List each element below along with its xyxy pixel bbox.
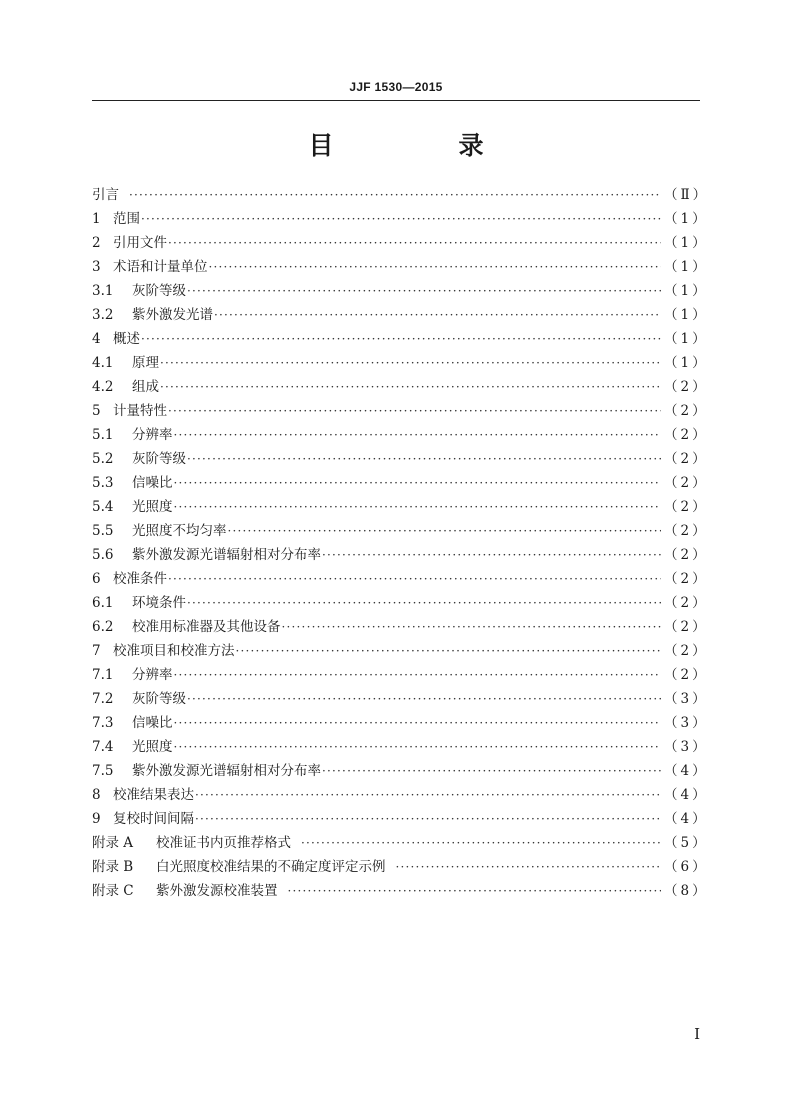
- toc-entry-page: （2）: [664, 571, 709, 587]
- toc-entry-number: 5.4: [92, 499, 114, 515]
- toc-dot-leader: [322, 543, 661, 567]
- toc-dot-leader: [301, 831, 661, 855]
- page-header: [92, 78, 700, 101]
- toc-entry-number: 7.5: [92, 763, 114, 779]
- toc-dot-leader: [187, 687, 661, 711]
- toc-entry-title: 概述: [113, 331, 140, 347]
- toc-entry-16[interactable]: [92, 543, 709, 567]
- toc-entry-page: （2）: [664, 403, 709, 419]
- toc-entry-25[interactable]: [92, 759, 709, 783]
- toc-entry-12[interactable]: [92, 447, 709, 471]
- toc-entry-number: 4.2: [92, 379, 114, 395]
- toc-dot-leader: [174, 735, 662, 759]
- toc-entry-number: 附录 B: [92, 859, 134, 875]
- toc-entry-number: 3: [92, 259, 101, 275]
- toc-entry-title: 校准项目和校准方法: [113, 643, 235, 659]
- toc-entry-title: 灰阶等级: [132, 283, 186, 299]
- toc-entry-number: 5.5: [92, 523, 114, 539]
- toc-entry-6[interactable]: [92, 303, 709, 327]
- toc-dot-leader: [195, 807, 661, 831]
- toc-entry-title: 校准条件: [113, 571, 167, 587]
- toc-entry-page: （3）: [664, 715, 709, 731]
- toc-entry-number: 2: [92, 235, 101, 251]
- toc-dot-leader: [141, 327, 661, 351]
- toc-entry-title: 紫外激发源光谱辐射相对分布率: [132, 547, 321, 563]
- toc-entry-4[interactable]: [92, 255, 709, 279]
- toc-entry-page: （2）: [664, 547, 709, 563]
- toc-entry-number: 6.1: [92, 595, 114, 611]
- toc-entry-title: 分辨率: [132, 427, 173, 443]
- toc-dot-leader: [288, 879, 662, 903]
- toc-entry-page: （2）: [664, 475, 709, 491]
- toc-entry-title: 光照度不均匀率: [132, 523, 227, 539]
- toc-entry-page: （2）: [664, 643, 709, 659]
- toc-entry-30[interactable]: [92, 879, 709, 903]
- toc-entry-page: （3）: [664, 739, 709, 755]
- toc-entry-22[interactable]: [92, 687, 709, 711]
- toc-entry-number: 5.2: [92, 451, 114, 467]
- page-title: 目 录: [308, 131, 534, 160]
- toc-entry-1[interactable]: [92, 183, 710, 207]
- toc-entry-page: （1）: [664, 307, 709, 323]
- toc-entry-page: （2）: [664, 595, 709, 611]
- toc-entry-18[interactable]: [92, 591, 709, 615]
- toc-dot-leader: [396, 855, 662, 879]
- toc-dot-leader: [174, 495, 662, 519]
- toc-entry-page: （4）: [664, 763, 709, 779]
- toc-entry-26[interactable]: [92, 783, 709, 807]
- toc-entry-page: （8）: [664, 883, 709, 899]
- toc-entry-page: （4）: [664, 787, 709, 803]
- toc-dot-leader: [236, 639, 662, 663]
- toc-dot-leader: [168, 231, 661, 255]
- toc-dot-leader: [209, 255, 662, 279]
- toc-dot-leader: [187, 591, 661, 615]
- toc-entry-number: 8: [92, 787, 101, 803]
- toc-entry-number: 9: [92, 811, 101, 827]
- toc-entry-number: 3.2: [92, 307, 114, 323]
- toc-entry-page: （4）: [664, 811, 709, 827]
- toc-entry-number: 4.1: [92, 355, 114, 371]
- toc-entry-page: （2）: [664, 523, 709, 539]
- toc-entry-number: 7.4: [92, 739, 114, 755]
- toc-entry-title: 校准用标准器及其他设备: [132, 619, 281, 635]
- toc-entry-13[interactable]: [92, 471, 709, 495]
- toc-entry-title: 环境条件: [132, 595, 186, 611]
- toc-entry-27[interactable]: [92, 807, 709, 831]
- toc-entry-title: 校准结果表达: [113, 787, 194, 803]
- toc-entry-number: 1: [92, 211, 101, 227]
- toc-entry-7[interactable]: [92, 327, 709, 351]
- toc-entry-title: 光照度: [132, 739, 173, 755]
- toc-entry-page: （1）: [664, 259, 709, 275]
- toc-entry-number: 7: [92, 643, 101, 659]
- page-number: I: [694, 1025, 700, 1043]
- toc-entry-19[interactable]: [92, 615, 709, 639]
- toc-entry-page: （6）: [664, 859, 709, 875]
- toc-entry-number: 3.1: [92, 283, 114, 299]
- toc-entry-page: （3）: [664, 691, 709, 707]
- toc-entry-24[interactable]: [92, 735, 709, 759]
- toc-entry-number: 4: [92, 331, 101, 347]
- toc-entry-title: 原理: [132, 355, 159, 371]
- toc-dot-leader: [129, 183, 661, 207]
- toc-entry-page: （2）: [664, 451, 709, 467]
- toc-entry-title: 引言: [92, 187, 119, 203]
- toc-entry-title: 白光照度校准结果的不确定度评定示例: [156, 859, 386, 875]
- toc-entry-page: （1）: [664, 283, 709, 299]
- toc-entry-23[interactable]: [92, 711, 709, 735]
- toc-entry-title: 紫外激发源光谱辐射相对分布率: [132, 763, 321, 779]
- toc-entry-number: 附录 A: [92, 835, 134, 851]
- toc-dot-leader: [160, 375, 661, 399]
- toc-entry-page: （1）: [664, 331, 709, 347]
- toc-entry-title: 计量特性: [113, 403, 167, 419]
- toc-entry-29[interactable]: [92, 855, 709, 879]
- toc-dot-leader: [322, 759, 661, 783]
- toc-entry-21[interactable]: [92, 663, 709, 687]
- toc-entry-2[interactable]: [92, 207, 709, 231]
- toc-entry-number: 6: [92, 571, 101, 587]
- toc-dot-leader: [168, 399, 661, 423]
- toc-entry-page: （2）: [664, 499, 709, 515]
- toc-entry-title: 灰阶等级: [132, 691, 186, 707]
- toc-dot-leader: [195, 783, 661, 807]
- toc-dot-leader: [174, 471, 662, 495]
- toc-entry-17[interactable]: [92, 567, 709, 591]
- toc-dot-leader: [214, 303, 661, 327]
- toc-dot-leader: [174, 711, 662, 735]
- toc-dot-leader: [168, 567, 661, 591]
- table-of-contents: [92, 183, 710, 903]
- toc-entry-page: （2）: [664, 427, 709, 443]
- toc-entry-title: 信噪比: [132, 475, 173, 491]
- toc-dot-leader: [141, 207, 661, 231]
- toc-entry-title: 信噪比: [132, 715, 173, 731]
- toc-entry-page: （5）: [664, 835, 709, 851]
- toc-entry-page: （1）: [664, 211, 709, 227]
- toc-dot-leader: [187, 279, 661, 303]
- toc-entry-title: 引用文件: [113, 235, 167, 251]
- toc-entry-3[interactable]: [92, 231, 709, 255]
- toc-dot-leader: [174, 663, 662, 687]
- toc-entry-title: 紫外激发光谱: [132, 307, 213, 323]
- toc-entry-title: 范围: [113, 211, 140, 227]
- toc-entry-title: 组成: [132, 379, 159, 395]
- standard-code: JJF 1530—2015: [349, 80, 443, 94]
- toc-entry-page: （1）: [664, 235, 709, 251]
- toc-dot-leader: [174, 423, 662, 447]
- toc-entry-title: 分辨率: [132, 667, 173, 683]
- toc-entry-28[interactable]: [92, 831, 709, 855]
- toc-entry-title: 校准证书内页推荐格式: [156, 835, 291, 851]
- toc-entry-number: 5.3: [92, 475, 114, 491]
- toc-dot-leader: [282, 615, 662, 639]
- toc-entry-title: 紫外激发源校准装置: [156, 883, 278, 899]
- toc-entry-page: （2）: [664, 667, 709, 683]
- toc-entry-20[interactable]: [92, 639, 709, 663]
- toc-entry-15[interactable]: [92, 519, 709, 543]
- toc-entry-number: 7.1: [92, 667, 114, 683]
- toc-entry-title: 灰阶等级: [132, 451, 186, 467]
- toc-entry-number: 5.1: [92, 427, 114, 443]
- toc-dot-leader: [187, 447, 661, 471]
- toc-entry-title: 术语和计量单位: [113, 259, 208, 275]
- toc-entry-14[interactable]: [92, 495, 709, 519]
- toc-entry-page: （Ⅱ）: [664, 187, 710, 203]
- toc-entry-9[interactable]: [92, 375, 709, 399]
- toc-entry-number: 附录 C: [92, 883, 134, 899]
- toc-entry-number: 5.6: [92, 547, 114, 563]
- toc-entry-number: 5: [92, 403, 101, 419]
- toc-dot-leader: [228, 519, 662, 543]
- toc-entry-8[interactable]: [92, 351, 709, 375]
- toc-entry-number: 7.2: [92, 691, 114, 707]
- toc-dot-leader: [160, 351, 661, 375]
- toc-entry-number: 6.2: [92, 619, 114, 635]
- toc-entry-page: （2）: [664, 379, 709, 395]
- toc-entry-number: 7.3: [92, 715, 114, 731]
- toc-entry-title: 复校时间间隔: [113, 811, 194, 827]
- toc-entry-11[interactable]: [92, 423, 709, 447]
- toc-entry-title: 光照度: [132, 499, 173, 515]
- toc-entry-page: （1）: [664, 355, 709, 371]
- toc-entry-5[interactable]: [92, 279, 709, 303]
- toc-entry-page: （2）: [664, 619, 709, 635]
- toc-entry-10[interactable]: [92, 399, 709, 423]
